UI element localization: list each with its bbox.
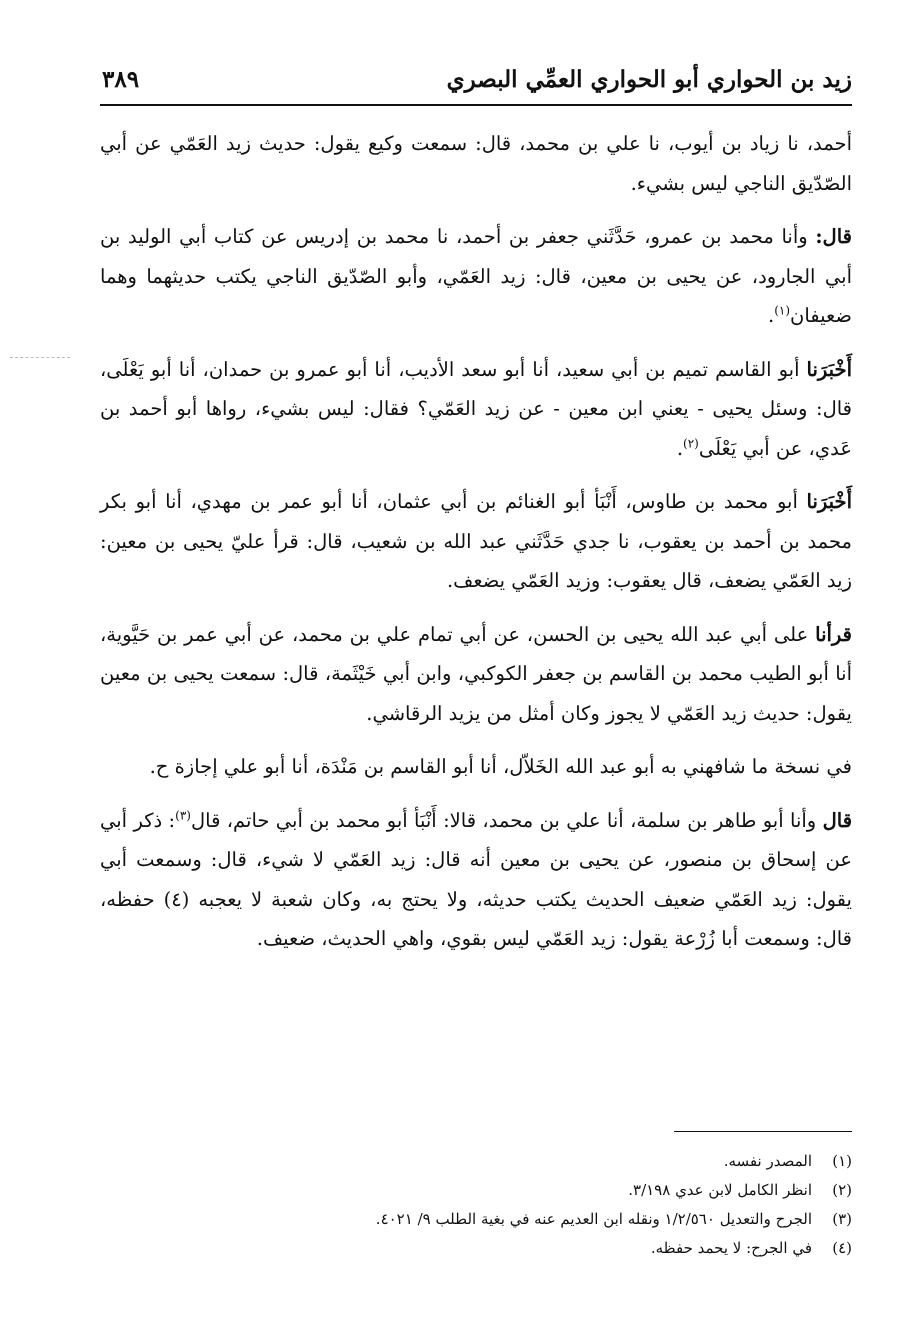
paragraph-end: . — [767, 304, 775, 327]
paragraph-text: أحمد، نا زياد بن أيوب، نا علي بن محمد، قال: سمعت وكيع يقول: حديث زيد العَمّي عن أبي الصّدّيق الناجي ليس بشيء. — [100, 132, 852, 195]
paragraph-text: أبو القاسم تميم بن أبي سعيد، أنا أبو سعد الأديب، أنا أبو عمرو بن حمدان، أنا أبو يَعْلَى، قال: وسئل يحيى - يعني ابن معين - عن زيد العَمّي؟ فقال: ليس بشيء، رواها أبو أحمد بن عَدي، عن أبي يَعْلَى — [100, 357, 852, 460]
paragraph-text: على أبي عبد الله يحيى بن الحسن، عن أبي تمام علي بن محمد، عن أبي عمر بن حَيَّوية، أنا أبو الطيب محمد بن القاسم بن جعفر الكوكبي، وابن أبي خَيْثَمة، قال: سمعت يحيى بن معين يقول: حديث زيد العَمّي لا يجوز وكان أمثل من يزيد الرقاشي. — [100, 622, 852, 725]
paragraph — [100, 350, 852, 469]
footnote-number: (٤) — [832, 1239, 852, 1257]
paragraph — [100, 801, 852, 959]
footnote — [100, 1205, 852, 1234]
footnote-ref: (٢) — [683, 436, 699, 450]
running-header — [100, 60, 852, 106]
paragraph-lead: قال — [822, 808, 853, 832]
footnotes — [100, 1147, 852, 1263]
paragraph-lead: قرأنا — [815, 622, 852, 646]
body-text — [100, 124, 852, 973]
page-number: ٣٨٩ — [102, 66, 140, 93]
footnote — [100, 1234, 852, 1263]
paragraph-lead: قال: — [815, 225, 852, 248]
footnote-number: (٣) — [832, 1210, 852, 1228]
paragraph-text: في نسخة ما شافهني به أبو عبد الله الخَلاّل، أنا أبو القاسم بن مَنْدَة، أنا أبو علي إجازة ح. — [149, 755, 852, 778]
footnote-divider — [674, 1131, 852, 1132]
header-title: زيد بن الحواري أبو الحواري العمِّي البصري — [446, 66, 852, 93]
paragraph — [100, 747, 852, 787]
paragraph — [100, 217, 852, 336]
paragraph-text: أبو محمد بن طاوس، أَنْبَأ أبو الغنائم بن أبي عثمان، أنا أبو عمر بن مهدي، أنا أبو بكر محمد بن أحمد بن يعقوب، نا جدي حَدَّثَني عبد الله بن شعيب، قال: قرأ عليّ يحيى بن معين: زيد العَمّي يضعف، قال يعقوب: وزيد العَمّي يضعف. — [100, 490, 852, 592]
paragraph-text: وأنا أبو طاهر بن سلمة، أنا علي بن محمد، قالا: أَنْبَأ أبو محمد بن أبي حاتم، قال — [190, 808, 823, 832]
footnote-ref: (٣) — [175, 808, 191, 822]
paragraph-lead: أَخْبَرَنا — [806, 357, 852, 381]
footnote-number: (٢) — [832, 1181, 852, 1199]
paragraph-text: وأنا محمد بن عمرو، حَدَّثَني جعفر بن أحمد، نا محمد بن إدريس عن كتاب أبي الوليد بن أبي الجارود، عن يحيى بن معين، قال: زيد العَمّي، وأبو الصّدّيق الناجي يكتب حديثهما وهما ضعيفان — [100, 225, 852, 327]
paragraph — [100, 615, 852, 734]
paragraph — [100, 482, 852, 601]
footnote-text: في الجرح: لا يحمد حفظه. — [650, 1239, 812, 1257]
footnote-text: المصدر نفسه. — [723, 1152, 812, 1170]
footnote — [100, 1176, 852, 1205]
footnote-number: (١) — [832, 1152, 852, 1170]
footnote — [100, 1147, 852, 1176]
footnote-text: انظر الكامل لابن عدي ٣/١٩٨. — [628, 1181, 812, 1199]
footnote-text: الجرح والتعديل ١/٢/٥٦٠ ونقله ابن العديم عنه في بغية الطلب ٩/ ٤٠٢١. — [375, 1210, 812, 1228]
paragraph-lead: أَخْبَرَنا — [806, 490, 852, 513]
margin-mark — [10, 357, 70, 358]
paragraph — [100, 124, 852, 203]
paragraph-end: : ذكر أبي عن إسحاق بن منصور، عن يحيى بن معين أنه قال: زيد العَمّي لا شيء، قال: وسمعت أبي يقول: زيد العَمّي ضعيف الحديث يكتب حديثه، ولا يحتج به، وكان شعبة لا يعجبه (٤) حفظه، قال: وسمعت أبا زُرْعة يقول: زيد العَمّي ليس بقوي، واهي الحديث، ضعيف. — [100, 808, 852, 950]
footnote-ref: (١) — [774, 303, 791, 318]
paragraph-end: . — [676, 436, 684, 460]
